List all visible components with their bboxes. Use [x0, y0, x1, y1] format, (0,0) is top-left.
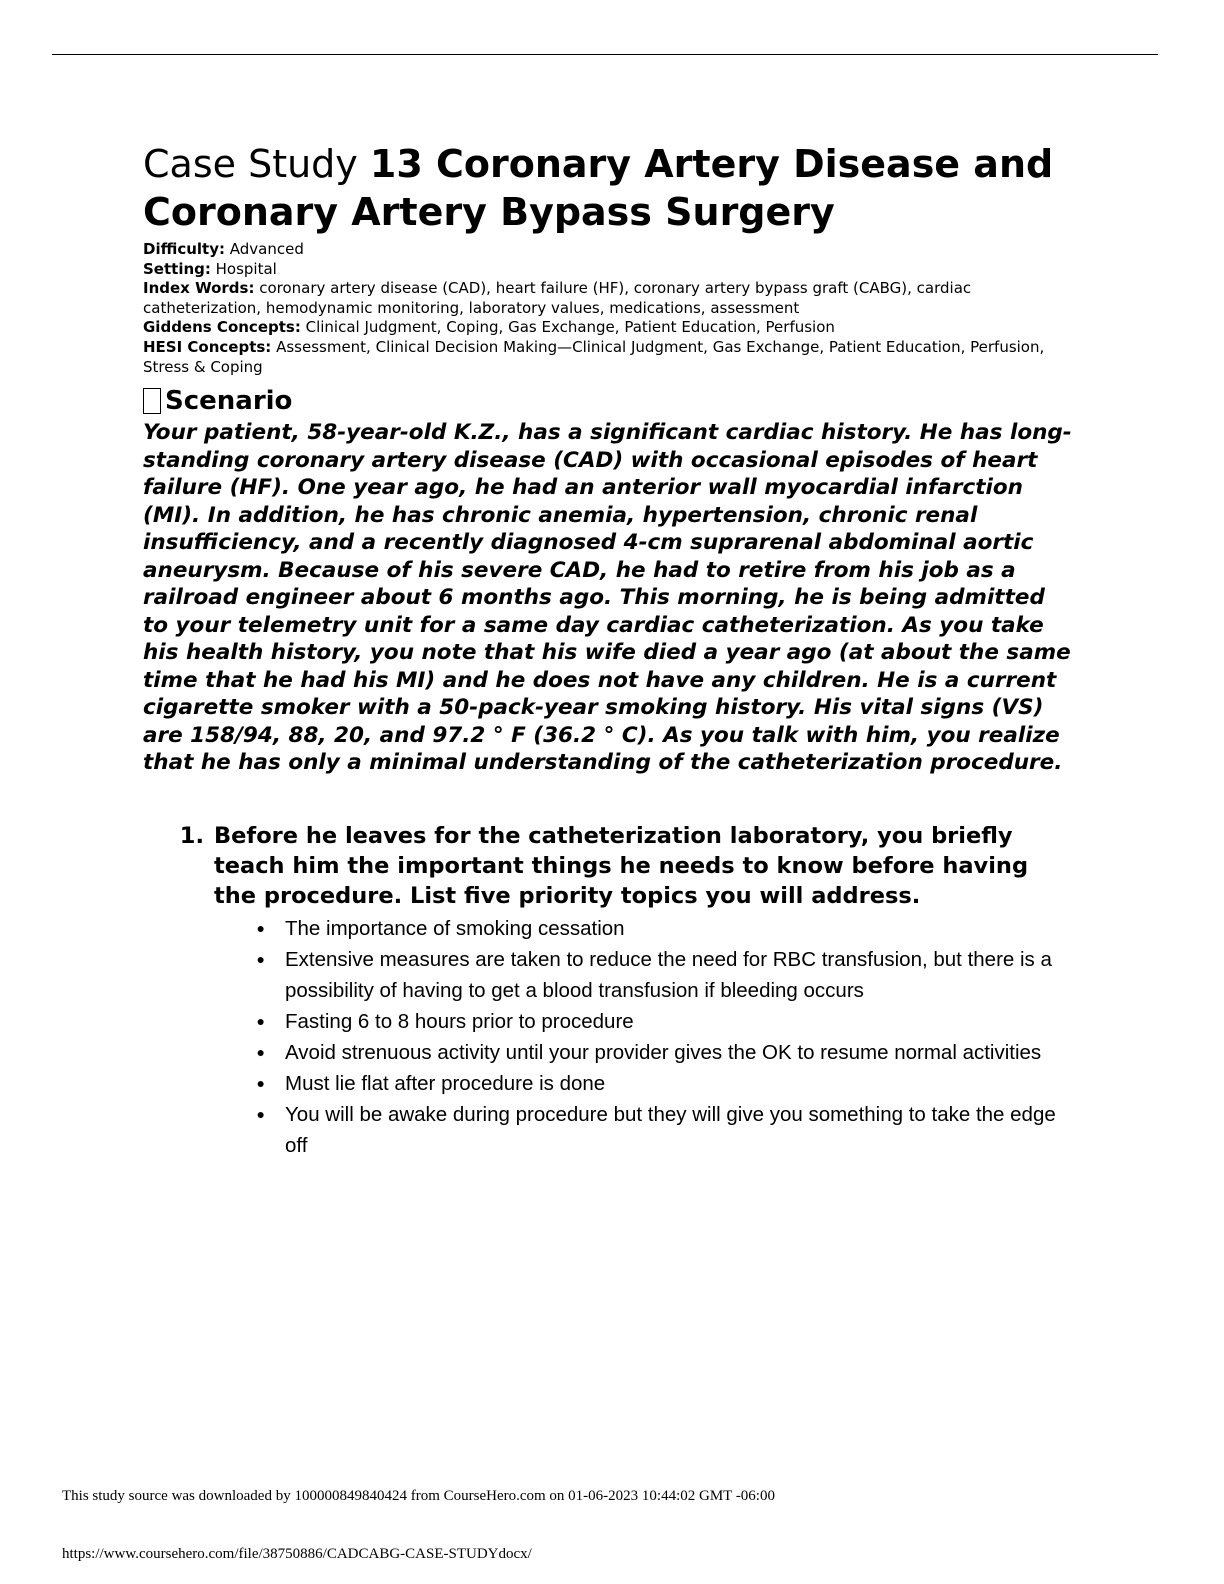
- hesi-line: [143, 338, 1083, 358]
- difficulty-value: Advanced: [224, 240, 304, 258]
- answer-item: [143, 944, 1083, 1006]
- answer-text: Extensive measures are taken to reduce the need for RBC transfusion, but there is a possibility of having to get a blood transfusion if bleeding occurs: [285, 947, 1052, 1002]
- index-words-line: [143, 279, 1083, 299]
- answer-item: [143, 1006, 1083, 1037]
- scenario-heading: [143, 385, 1083, 417]
- difficulty-label: Difficulty:: [143, 240, 225, 258]
- answer-text: The importance of smoking cessation: [285, 916, 625, 940]
- index-words-label: Index Words:: [143, 279, 255, 298]
- answer-item: [143, 1099, 1083, 1161]
- setting-line: [143, 260, 1083, 280]
- page-title: [143, 140, 1083, 236]
- difficulty-line: [143, 240, 1083, 260]
- metadata-block: [143, 240, 1083, 377]
- answer-text: Must lie flat after procedure is done: [285, 1071, 606, 1095]
- scenario-paragraph: Your patient, 58-year-old K.Z., has a significant cardiac history. He has long-standing coronary artery disease (CAD) with occasional episodes of heart failure (HF). One year ago, he had an anterior wall myocardial infarction (MI). In addition, he has chronic anemia, hypertension, chronic renal insufficiency, and a recently diagnosed 4-cm suprarenal abdominal aortic aneurysm. Because of his severe CAD, he had to retire from his job as a railroad engineer about 6 months ago. This morning, he is being admitted to your telemetry unit for a same day cardiac catheterization. As you take his health history, you note that his wife died a year ago (at about the same time that he had his MI) and he does not have any children. He is a current cigarette smoker with a 50-pack-year smoking history. His vital signs (VS) are 158/94, 88, 20, and 97.2 ° F (36.2 ° C). As you talk with him, you realize that he has only a minimal understanding of the catheterization procedure.: [143, 420, 1072, 776]
- index-words-line-2: catheterization, hemodynamic monitoring, laboratory values, medications, assessment: [143, 298, 800, 317]
- question-list: [143, 821, 1083, 1161]
- hesi-value: Assessment, Clinical Decision Making—Clinical Judgment, Gas Exchange, Patient Education, Perfusion,: [271, 337, 1045, 356]
- answer-text: Avoid strenuous activity until your provider gives the OK to resume normal activities: [285, 1040, 1042, 1064]
- question-number: 1.: [179, 822, 204, 849]
- answer-item: [143, 913, 1083, 944]
- bullet-icon: ●: [256, 1012, 265, 1029]
- missing-glyph-icon: [143, 388, 161, 414]
- top-rule: [52, 54, 1158, 55]
- answer-text: Fasting 6 to 8 hours prior to procedure: [285, 1009, 634, 1033]
- source-url: https://www.coursehero.com/file/38750886/CADCABG-CASE-STUDYdocx/: [62, 1546, 532, 1562]
- scenario-heading-text: Scenario: [165, 386, 293, 417]
- bullet-icon: ●: [256, 1074, 265, 1091]
- question-text: Before he leaves for the catheterization laboratory, you briefly teach him the important things he needs to know before having the procedure. List five priority topics you will address.: [214, 822, 1029, 909]
- answer-list: [143, 913, 1083, 1161]
- answer-item: [143, 1037, 1083, 1068]
- hesi-line-2: Stress & Coping: [143, 357, 263, 376]
- hesi-label: HESI Concepts:: [143, 337, 272, 356]
- bullet-icon: ●: [256, 919, 265, 936]
- giddens-value: Clinical Judgment, Coping, Gas Exchange, Patient Education, Perfusion: [300, 318, 835, 337]
- title-main: 13 Coronary Artery Disease and Coronary Artery Bypass Surgery: [143, 142, 1054, 234]
- document-body: [143, 140, 1083, 1161]
- answer-item: [143, 1068, 1083, 1099]
- bullet-icon: ●: [256, 1105, 265, 1122]
- bullet-icon: ●: [256, 950, 265, 967]
- giddens-line: [143, 318, 1083, 338]
- title-prefix: Case Study: [143, 142, 370, 186]
- index-words-value: coronary artery disease (CAD), heart failure (HF), coronary artery bypass graft (CABG), cardiac: [254, 279, 972, 298]
- answer-text: You will be awake during procedure but they will give you something to take the edge off: [285, 1102, 1056, 1157]
- setting-label: Setting:: [143, 259, 211, 278]
- question-item: [143, 821, 1083, 911]
- setting-value: Hospital: [210, 259, 277, 278]
- bullet-icon: ●: [256, 1043, 265, 1060]
- giddens-label: Giddens Concepts:: [143, 318, 301, 337]
- download-notice: This study source was downloaded by 100000849840424 from CourseHero.com on 01-06-2023 10:44:02 GMT -06:00: [62, 1488, 775, 1504]
